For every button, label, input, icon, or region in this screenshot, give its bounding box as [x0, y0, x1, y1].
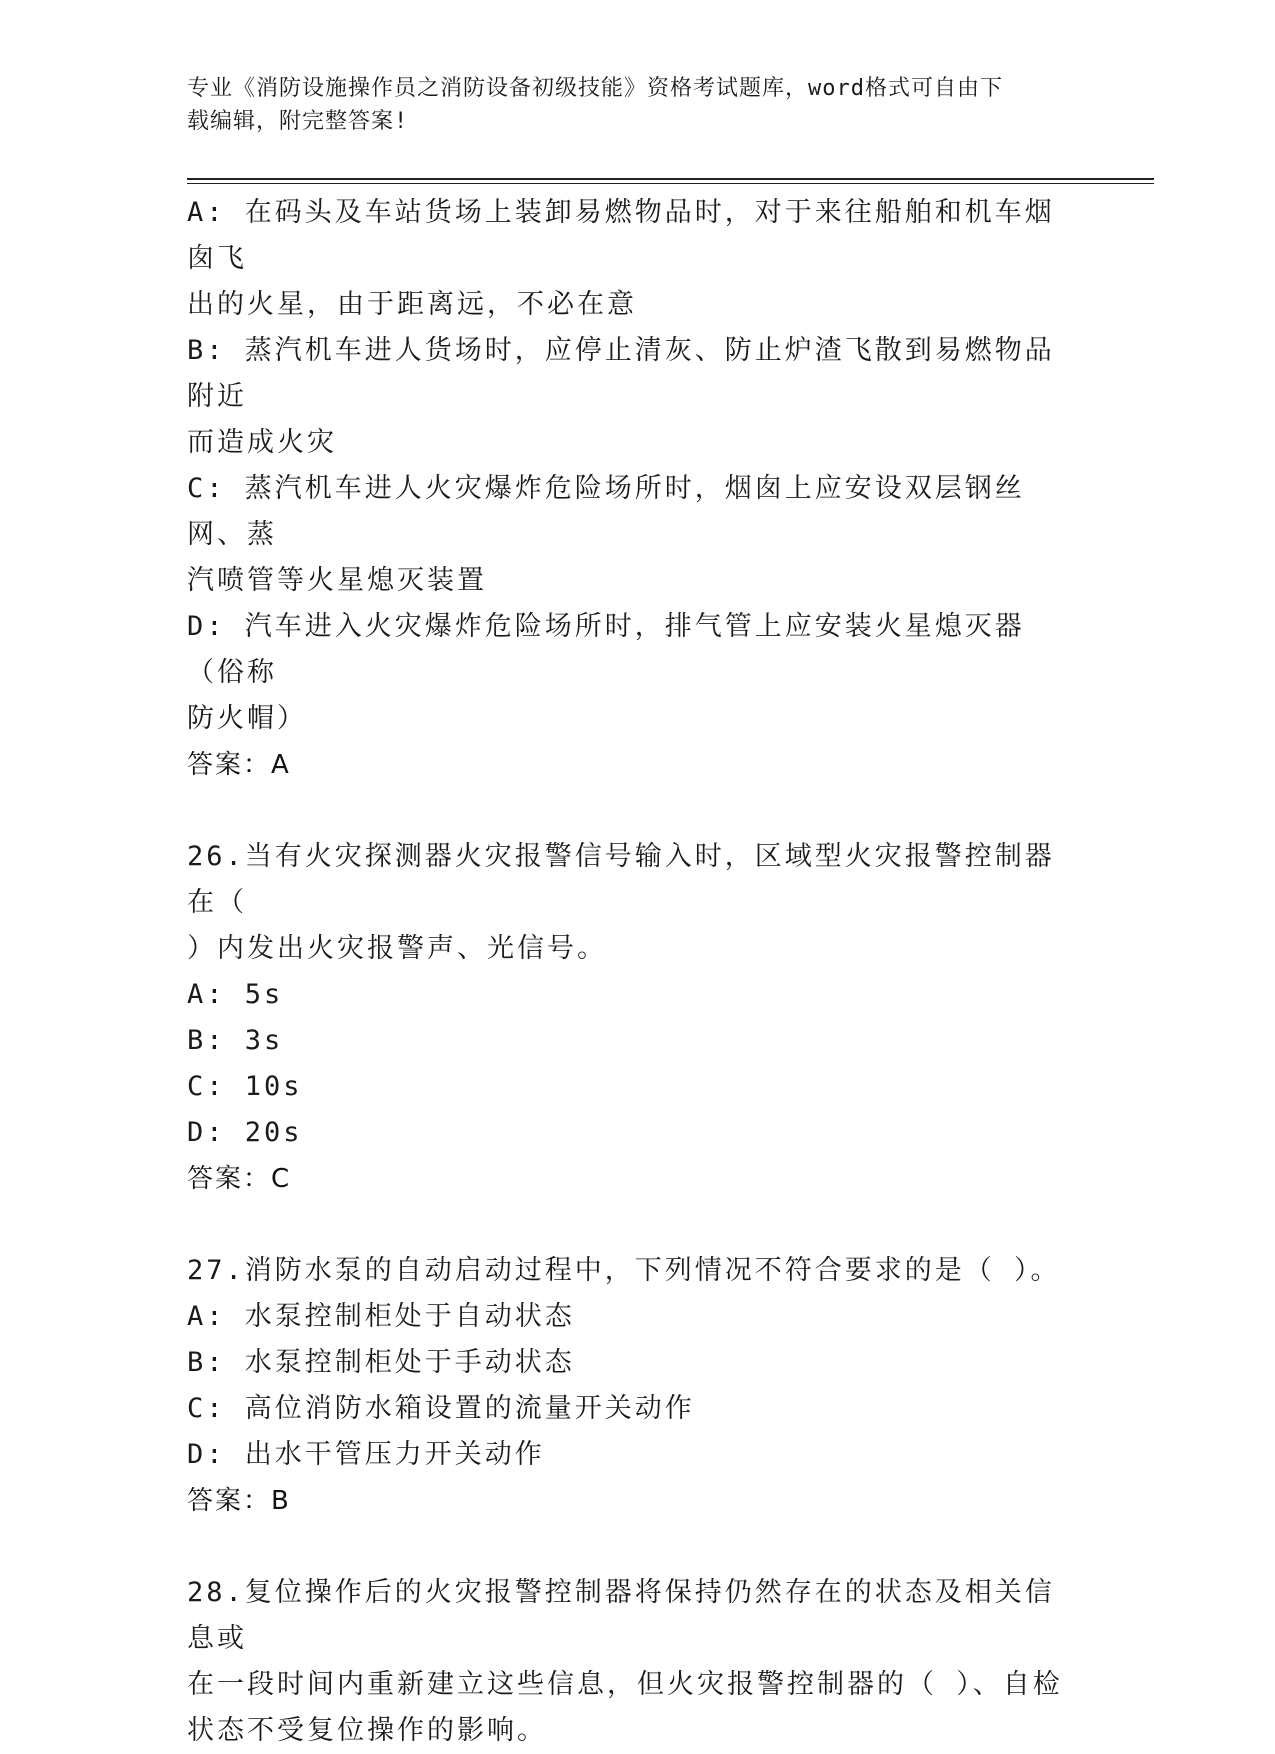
question-stem-line-2: 在一段时间内重新建立这些信息，但火灾报警控制器的（ ）、自检: [187, 1669, 1063, 1700]
option-a-line-2: 出的火星，由于距离远，不必在意: [187, 289, 637, 320]
option-c-line-2: 汽喷管等火星熄灭装置: [187, 565, 487, 596]
question-stem-line-3: 状态不受复位操作的影响。: [187, 1715, 547, 1746]
header-divider-bottom: [187, 183, 1154, 184]
option-b-line-2: 而造成火灾: [187, 427, 337, 458]
option-c: C: 10s: [187, 1071, 303, 1102]
header-divider-top: [187, 178, 1154, 180]
option-b-line-1: B: 蒸汽机车进人货场时，应停止清灰、防止炉渣飞散到易燃物品附近: [187, 335, 1055, 412]
option-b: B: 3s: [187, 1025, 284, 1056]
option-d: D: 20s: [187, 1117, 303, 1148]
option-c-line-1: C: 蒸汽机车进人火灾爆炸危险场所时，烟囱上应安设双层钢丝网、蒸: [187, 473, 1025, 550]
answer-line: 答案：C: [187, 1164, 292, 1194]
question-25: [187, 190, 1067, 788]
header-line-1: 专业《消防设施操作员之消防设备初级技能》资格考试题库，word格式可自由下: [187, 76, 1003, 101]
option-a-line-1: A: 在码头及车站货场上装卸易燃物品时，对于来往船舶和机车烟囱飞: [187, 197, 1055, 274]
option-b: B: 水泵控制柜处于手动状态: [187, 1347, 575, 1378]
question-spacer: [187, 788, 1067, 834]
option-d: D: 出水干管压力开关动作: [187, 1439, 545, 1470]
option-c: C: 高位消防水箱设置的流量开关动作: [187, 1393, 695, 1424]
question-stem-line-1: 28.复位操作后的火灾报警控制器将保持仍然存在的状态及相关信息或: [187, 1577, 1055, 1654]
question-stem-line-1: 27.消防水泵的自动启动过程中，下列情况不符合要求的是（ ）。: [187, 1255, 1061, 1286]
question-stem-line-2: ）内发出火灾报警声、光信号。: [187, 933, 607, 964]
option-a: A: 水泵控制柜处于自动状态: [187, 1301, 575, 1332]
header-line-2: 载编辑，附完整答案!: [187, 109, 409, 134]
answer-line: 答案：A: [187, 750, 291, 780]
question-list: [187, 190, 1067, 1754]
question-spacer: [187, 1202, 1067, 1248]
question-stem-line-1: 26.当有火灾探测器火灾报警信号输入时，区域型火灾报警控制器在（: [187, 841, 1055, 918]
question-28: [187, 1570, 1067, 1754]
option-d-line-1: D: 汽车进入火灾爆炸危险场所时，排气管上应安装火星熄灭器（俗称: [187, 611, 1025, 688]
question-spacer: [187, 1524, 1067, 1570]
option-a: A: 5s: [187, 979, 284, 1010]
answer-line: 答案：B: [187, 1486, 291, 1516]
document-header: [187, 72, 1067, 138]
option-d-line-2: 防火帽）: [187, 703, 307, 734]
question-27: [187, 1248, 1067, 1524]
question-26: [187, 834, 1067, 1202]
